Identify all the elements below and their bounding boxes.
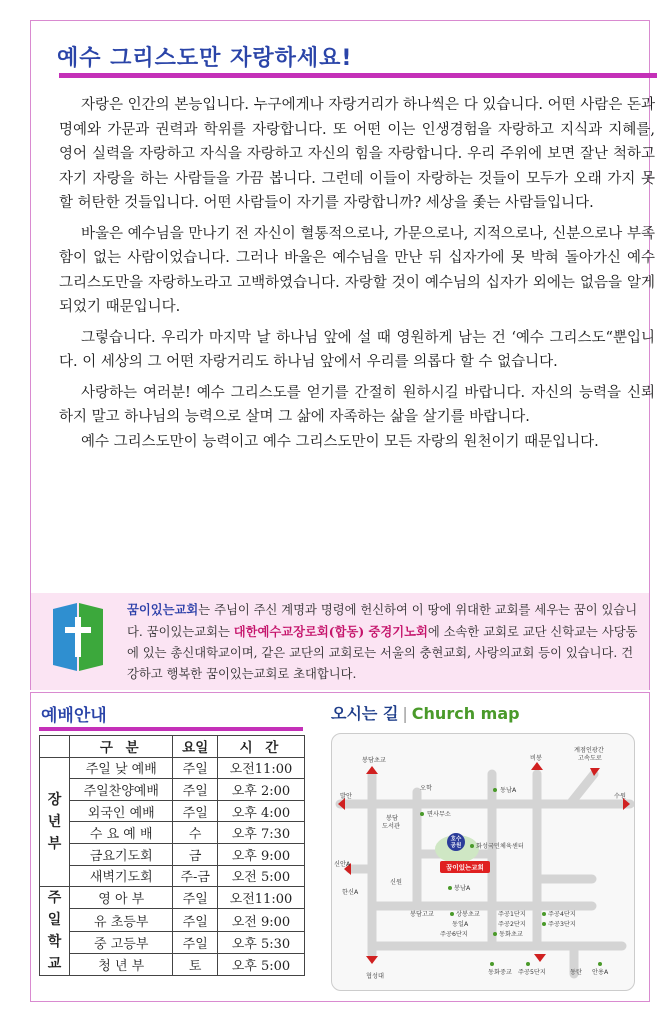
table-row (40, 843, 305, 865)
landmark-label: 오학 (420, 785, 432, 792)
service-time: 오후 4:00 (217, 800, 304, 822)
intro-text-part1: 는 주님이 주신 계명과 명령에 헌신하여 이 땅에 위대한 교회를 세우는 꿈이 있습니다. 꿈이있는교회는 (127, 603, 638, 639)
park-label: 공원 (450, 843, 462, 849)
service-time: 오전11:00 (217, 887, 304, 909)
service-time: 오전 5:00 (217, 865, 304, 887)
table-row (40, 931, 305, 953)
landmark-label: 봉담초교 (362, 757, 386, 764)
landmark-label: 신원 (390, 879, 402, 886)
landmark-label: 동화중교 (488, 969, 512, 976)
service-day: 수 (173, 822, 217, 844)
landmark-label: 협성대 (366, 973, 384, 980)
denomination: 대한예수교장로회(합동) 중경기노회 (233, 624, 428, 639)
service-day: 주-금 (173, 865, 217, 887)
sermon-article (30, 20, 655, 690)
service-day: 금 (173, 843, 217, 865)
intro-text (127, 599, 643, 685)
article-title: 예수 그리스도만 자랑하세요! (57, 46, 353, 71)
table-row (40, 865, 305, 887)
article-paragraph: 예수 그리스도만이 능력이고 예수 그리스도만이 모든 자랑의 원천이기 때문입니다. (81, 433, 599, 450)
landmark-label: 동화초교 (499, 931, 523, 938)
service-name: 금요기도회 (70, 843, 173, 865)
landmark-label: 봉담고교 (410, 911, 434, 918)
article-paragraph: 바울은 예수님을 만나기 전 자신이 혈통적으로나, 가문으로나, 지적으로나, 신분으로나 부족함이 없는 사람이었습니다. 그러나 바울은 예수님을 만난 뒤 십자가에 못 박혀 돌아가신 예수 그리스도만을 자랑하노라고 고백하였습니다. 자랑할 것이 예수님의 십자가 외에는 없음을 알게 되었기 때문입니다. (59, 225, 655, 315)
church-name: 꿈이있는교회 (127, 602, 199, 617)
service-time: 오후 9:00 (217, 843, 304, 865)
landmark-label: 주공2단지 (498, 921, 526, 928)
landmark-label: 동남A (500, 787, 517, 794)
article-body (59, 93, 655, 460)
landmark-label: 발안 (340, 793, 352, 800)
service-name: 중 고등부 (70, 931, 173, 953)
service-day: 주일 (173, 887, 217, 909)
landmark-label: 화성국민체육센터 (476, 843, 524, 850)
table-row (40, 757, 305, 779)
table-row (40, 887, 305, 909)
worship-schedule-table (39, 735, 305, 976)
park-label: 호수 (450, 836, 462, 843)
service-time: 오후 2:00 (217, 779, 304, 801)
service-day: 주일 (173, 779, 217, 801)
landmark-label: 봉담 (386, 815, 398, 822)
info-section (30, 692, 650, 1002)
service-name: 영 아 부 (70, 887, 173, 909)
church-logo-icon (51, 601, 105, 673)
title-underline (59, 73, 657, 78)
map-canvas (332, 734, 635, 991)
header-time: 시 간 (217, 736, 304, 758)
landmark-label: 주공3단지 (548, 921, 576, 928)
table-row (40, 822, 305, 844)
service-day: 주일 (173, 931, 217, 953)
table-row (40, 779, 305, 801)
table-row (40, 909, 305, 931)
group-adult: 장 년 부 (40, 757, 70, 887)
service-name: 새벽기도회 (70, 865, 173, 887)
table-row (40, 953, 305, 975)
article-paragraph: 사랑하는 여러분! 예수 그리스도를 얻기를 간절히 원하시길 바랍니다. 자신의 능력을 신뢰하지 말고 하나님의 능력으로 살며 그 삶에 자족하는 삶을 살기를 바랍니다. (59, 384, 655, 425)
service-name: 유 초등부 (70, 909, 173, 931)
header-blank (40, 736, 70, 758)
group-sunday-school: 주 일 학 교 (40, 887, 70, 976)
map-title-en: Church map (411, 704, 520, 723)
service-name: 청 년 부 (70, 953, 173, 975)
landmark-label: 도서관 (382, 823, 400, 830)
landmark-label: 상봉초교 (456, 911, 480, 918)
service-day: 주일 (173, 909, 217, 931)
landmark-label: 주공6단지 (440, 931, 468, 938)
landmark-label: 동탄 (570, 969, 582, 976)
landmark-label: 주공4단지 (548, 911, 576, 918)
landmark-label: 주공5단지 (518, 969, 546, 976)
service-time: 오전 9:00 (217, 909, 304, 931)
article-paragraph: 자랑은 인간의 본능입니다. 누구에게나 자랑거리가 하나씩은 다 있습니다. 어떤 사람은 돈과 명예와 가문과 권력과 학위를 자랑합니다. 또 어떤 이는 인생경험을 자랑하고 지식과 지혜를, 영어 실력을 자랑하고 자식을 자랑하고 자신의 힘을 자랑합니다. 우리 주위에 보면 잘난 척하고 자기 자랑을 하는 사람들을 가끔 봅니다. 그런데 이들이 자랑하는 것들이 모두가 오래 가지 못할 허탄한 것들입니다. 어떤 사람들이 자기를 자랑합니까? 세상을 좇는 사람들입니다. (59, 97, 655, 211)
service-day: 토 (173, 953, 217, 975)
service-time: 오전11:00 (217, 757, 304, 779)
landmark-label: 한신A (342, 889, 359, 896)
table-row (40, 800, 305, 822)
service-day: 주일 (173, 800, 217, 822)
header-category: 구 분 (70, 736, 173, 758)
landmark-label: 계점인광간 (574, 747, 604, 754)
map-title (331, 701, 520, 724)
service-time: 오후 5:00 (217, 953, 304, 975)
service-name: 수 요 예 배 (70, 822, 173, 844)
landmark-label: 동일A (452, 921, 469, 928)
worship-title: 예배안내 (41, 706, 107, 726)
service-time: 오후 5:30 (217, 931, 304, 953)
landmark-label: 수원 (614, 793, 626, 800)
map-title-separator: | (402, 704, 408, 723)
service-name: 외국인 예배 (70, 800, 173, 822)
service-name: 주일 낮 예배 (70, 757, 173, 779)
landmark-label: 비봉 (530, 755, 542, 762)
service-name: 주일찬양예배 (70, 779, 173, 801)
landmark-label: 신안A (334, 861, 351, 868)
header-day: 요일 (173, 736, 217, 758)
map-title-ko: 오시는 길 (331, 704, 399, 723)
church-map[interactable] (331, 733, 635, 991)
landmark-label: 안용A (592, 969, 609, 976)
service-time: 오후 7:30 (217, 822, 304, 844)
landmark-label: 면사무소 (427, 811, 451, 818)
church-marker-label: 꿈이있는교회 (446, 863, 484, 872)
map-roads (340, 774, 630, 974)
landmark-label: 봉남A (454, 885, 471, 892)
landmark-label: 주공1단지 (498, 911, 526, 918)
worship-underline (39, 727, 303, 731)
table-header-row (40, 736, 305, 758)
service-day: 주일 (173, 757, 217, 779)
article-paragraph: 그렇습니다. 우리가 마지막 날 하나님 앞에 설 때 영원하게 남는 건 ‘예수 그리스도“뿐입니다. 이 세상의 그 어떤 자랑거리도 하나님 앞에서 우리를 의롭다 할 수 없습니다. (59, 329, 655, 370)
church-intro-banner (31, 593, 649, 690)
landmark-label: 고속도로 (578, 755, 602, 762)
intro-text-part2: 에 소속한 교회로 교단 신학교는 사당동에 있는 총신대학교이며, 같은 교단의 교회로는 서울의 충현교회, 사랑의교회 등이 있습니다. 건강하고 행복한 꿈이있는교회로 초대합니다. (127, 625, 638, 681)
